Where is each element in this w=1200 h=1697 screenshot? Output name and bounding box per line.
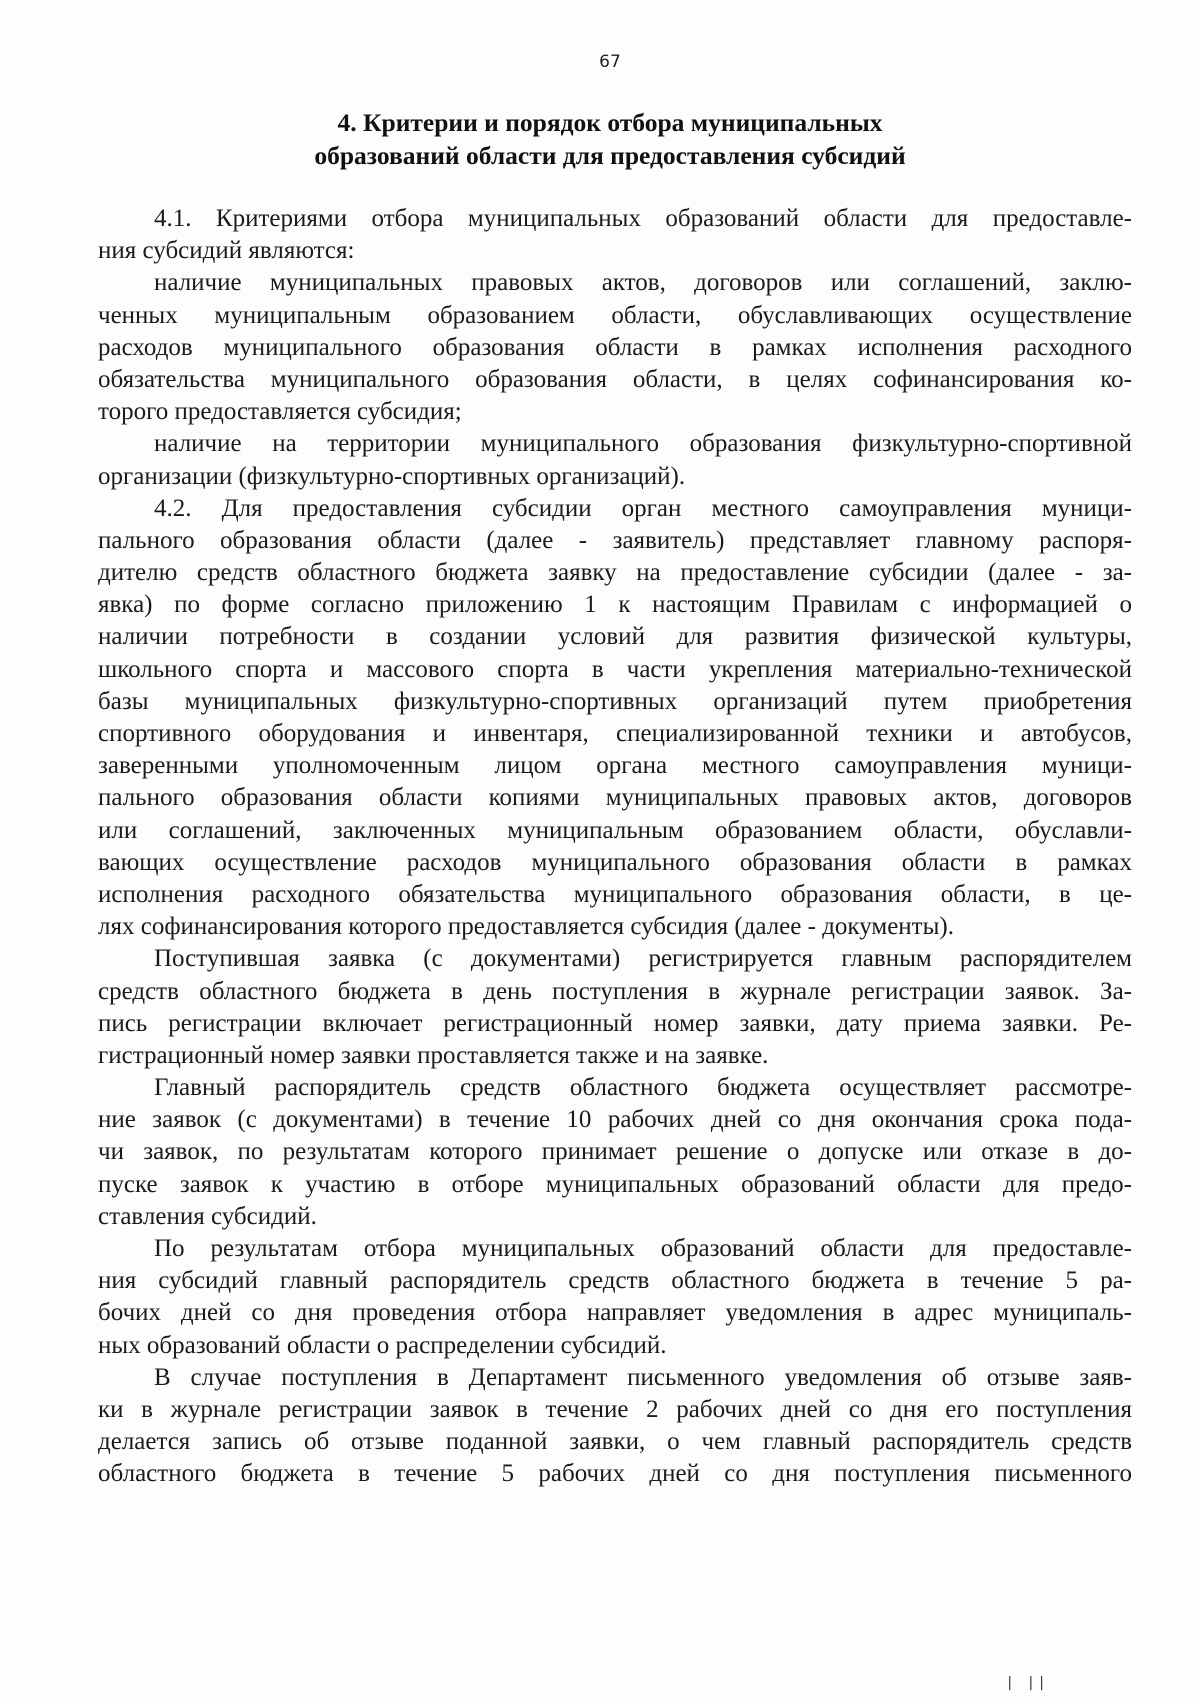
text-line: ния субсидий являются: (98, 237, 355, 265)
section-title-line: 4. Критерии и порядок отбора муниципальных (337, 108, 883, 137)
paragraph (98, 943, 1132, 1072)
text-line: заверенными уполномоченным лицом органа местного самоуправления муници- (98, 752, 1132, 780)
text-line: средств областного бюджета в день поступления в журнале регистрации заявок. За- (98, 977, 1132, 1005)
paragraph (98, 1072, 1132, 1233)
text-line: или соглашений, заключенных муниципальным образованием области, обуславли- (98, 816, 1132, 844)
text-line: ставления субсидий. (98, 1202, 317, 1230)
text-line: В случае поступления в Департамент письменного уведомления об отзыве заяв- (154, 1363, 1132, 1391)
paragraph (98, 428, 1132, 492)
text-line: расходов муниципального образования области в рамках исполнения расходного (98, 333, 1132, 361)
text-line: ние заявок (с документами) в течение 10 рабочих дней со дня окончания срока пода- (98, 1106, 1132, 1134)
text-line: ния субсидий главный распорядитель средств областного бюджета в течение 5 ра- (98, 1267, 1132, 1295)
text-line: гистрационный номер заявки проставляется также и на заявке. (98, 1041, 769, 1069)
scan-mark: | || (1007, 1675, 1050, 1691)
section-title (150, 106, 1070, 172)
text-line: ных образований области о распределении субсидий. (98, 1331, 667, 1359)
text-line: обязательства муниципального образования области, в целях софинансирования ко- (98, 365, 1132, 393)
text-line: Главный распорядитель средств областного бюджета осуществляет рассмотре- (154, 1074, 1132, 1102)
text-line: наличии потребности в создании условий для развития физической культуры, (98, 623, 1132, 651)
text-line: организации (физкультурно-спортивных организаций). (98, 462, 686, 490)
text-line: спортивного оборудования и инвентаря, специализированной техники и автобусов, (98, 720, 1132, 747)
text-line: дителю средств областного бюджета заявку на предоставление субсидии (далее - за- (98, 559, 1132, 587)
text-line: 4.1. Критериями отбора муниципальных образований области для предоставле- (154, 205, 1132, 232)
text-line: вающих осуществление расходов муниципального образования области в рамках (98, 848, 1132, 876)
text-line: ки в журнале регистрации заявок в течение 2 рабочих дней со дня его поступления (98, 1395, 1132, 1423)
text-line: наличие муниципальных правовых актов, договоров или соглашений, заклю- (154, 269, 1132, 297)
paragraph (98, 203, 1132, 267)
text-line: базы муниципальных физкультурно-спортивных организаций путем приобретения (98, 687, 1132, 715)
text-line: явка) по форме согласно приложению 1 к настоящим Правилам с информацией о (98, 591, 1132, 619)
text-line: делается запись об отзыве поданной заявки, о чем главный распорядитель средств (98, 1428, 1132, 1456)
section-title-line: образований области для предоставления субсидий (314, 141, 906, 170)
paragraph (98, 267, 1132, 428)
text-line: чи заявок, по результатам которого принимает решение о допуске или отказе в до- (98, 1138, 1132, 1166)
paragraph (98, 493, 1132, 944)
text-line: По результатам отбора муниципальных образований области для предоставле- (154, 1235, 1132, 1262)
text-line: лях софинансирования которого предоставляется субсидия (далее - документы). (98, 913, 954, 941)
text-line: школьного спорта и массового спорта в части укрепления материально-технической (98, 655, 1132, 683)
document-body (98, 203, 1132, 1491)
text-line: бочих дней со дня проведения отбора направляет уведомления в адрес муниципаль- (98, 1299, 1132, 1327)
page-number: 67 (599, 52, 621, 72)
paragraph (98, 1362, 1132, 1491)
text-line: пального образования области копиями муниципальных правовых актов, договоров (98, 784, 1132, 812)
text-line: торого предоставляется субсидия; (98, 398, 462, 426)
paragraph (98, 1233, 1132, 1362)
text-line: областного бюджета в течение 5 рабочих дней со дня поступления письменного (98, 1460, 1132, 1488)
text-line: пись регистрации включает регистрационный номер заявки, дату приема заявки. Ре- (98, 1009, 1132, 1037)
text-line: пального образования области (далее - заявитель) представляет главному распоря- (98, 526, 1132, 554)
text-line: Поступившая заявка (с документами) регистрируется главным распорядителем (154, 945, 1132, 973)
text-line: 4.2. Для предоставления субсидии орган местного самоуправления муници- (154, 494, 1132, 522)
text-line: наличие на территории муниципального образования физкультурно-спортивной (154, 430, 1132, 458)
text-line: пуске заявок к участию в отборе муниципальных образований области для предо- (98, 1170, 1132, 1198)
text-line: ченных муниципальным образованием области, обуславливающих осуществление (98, 301, 1132, 329)
text-line: исполнения расходного обязательства муниципального образования области, в це- (98, 880, 1132, 908)
